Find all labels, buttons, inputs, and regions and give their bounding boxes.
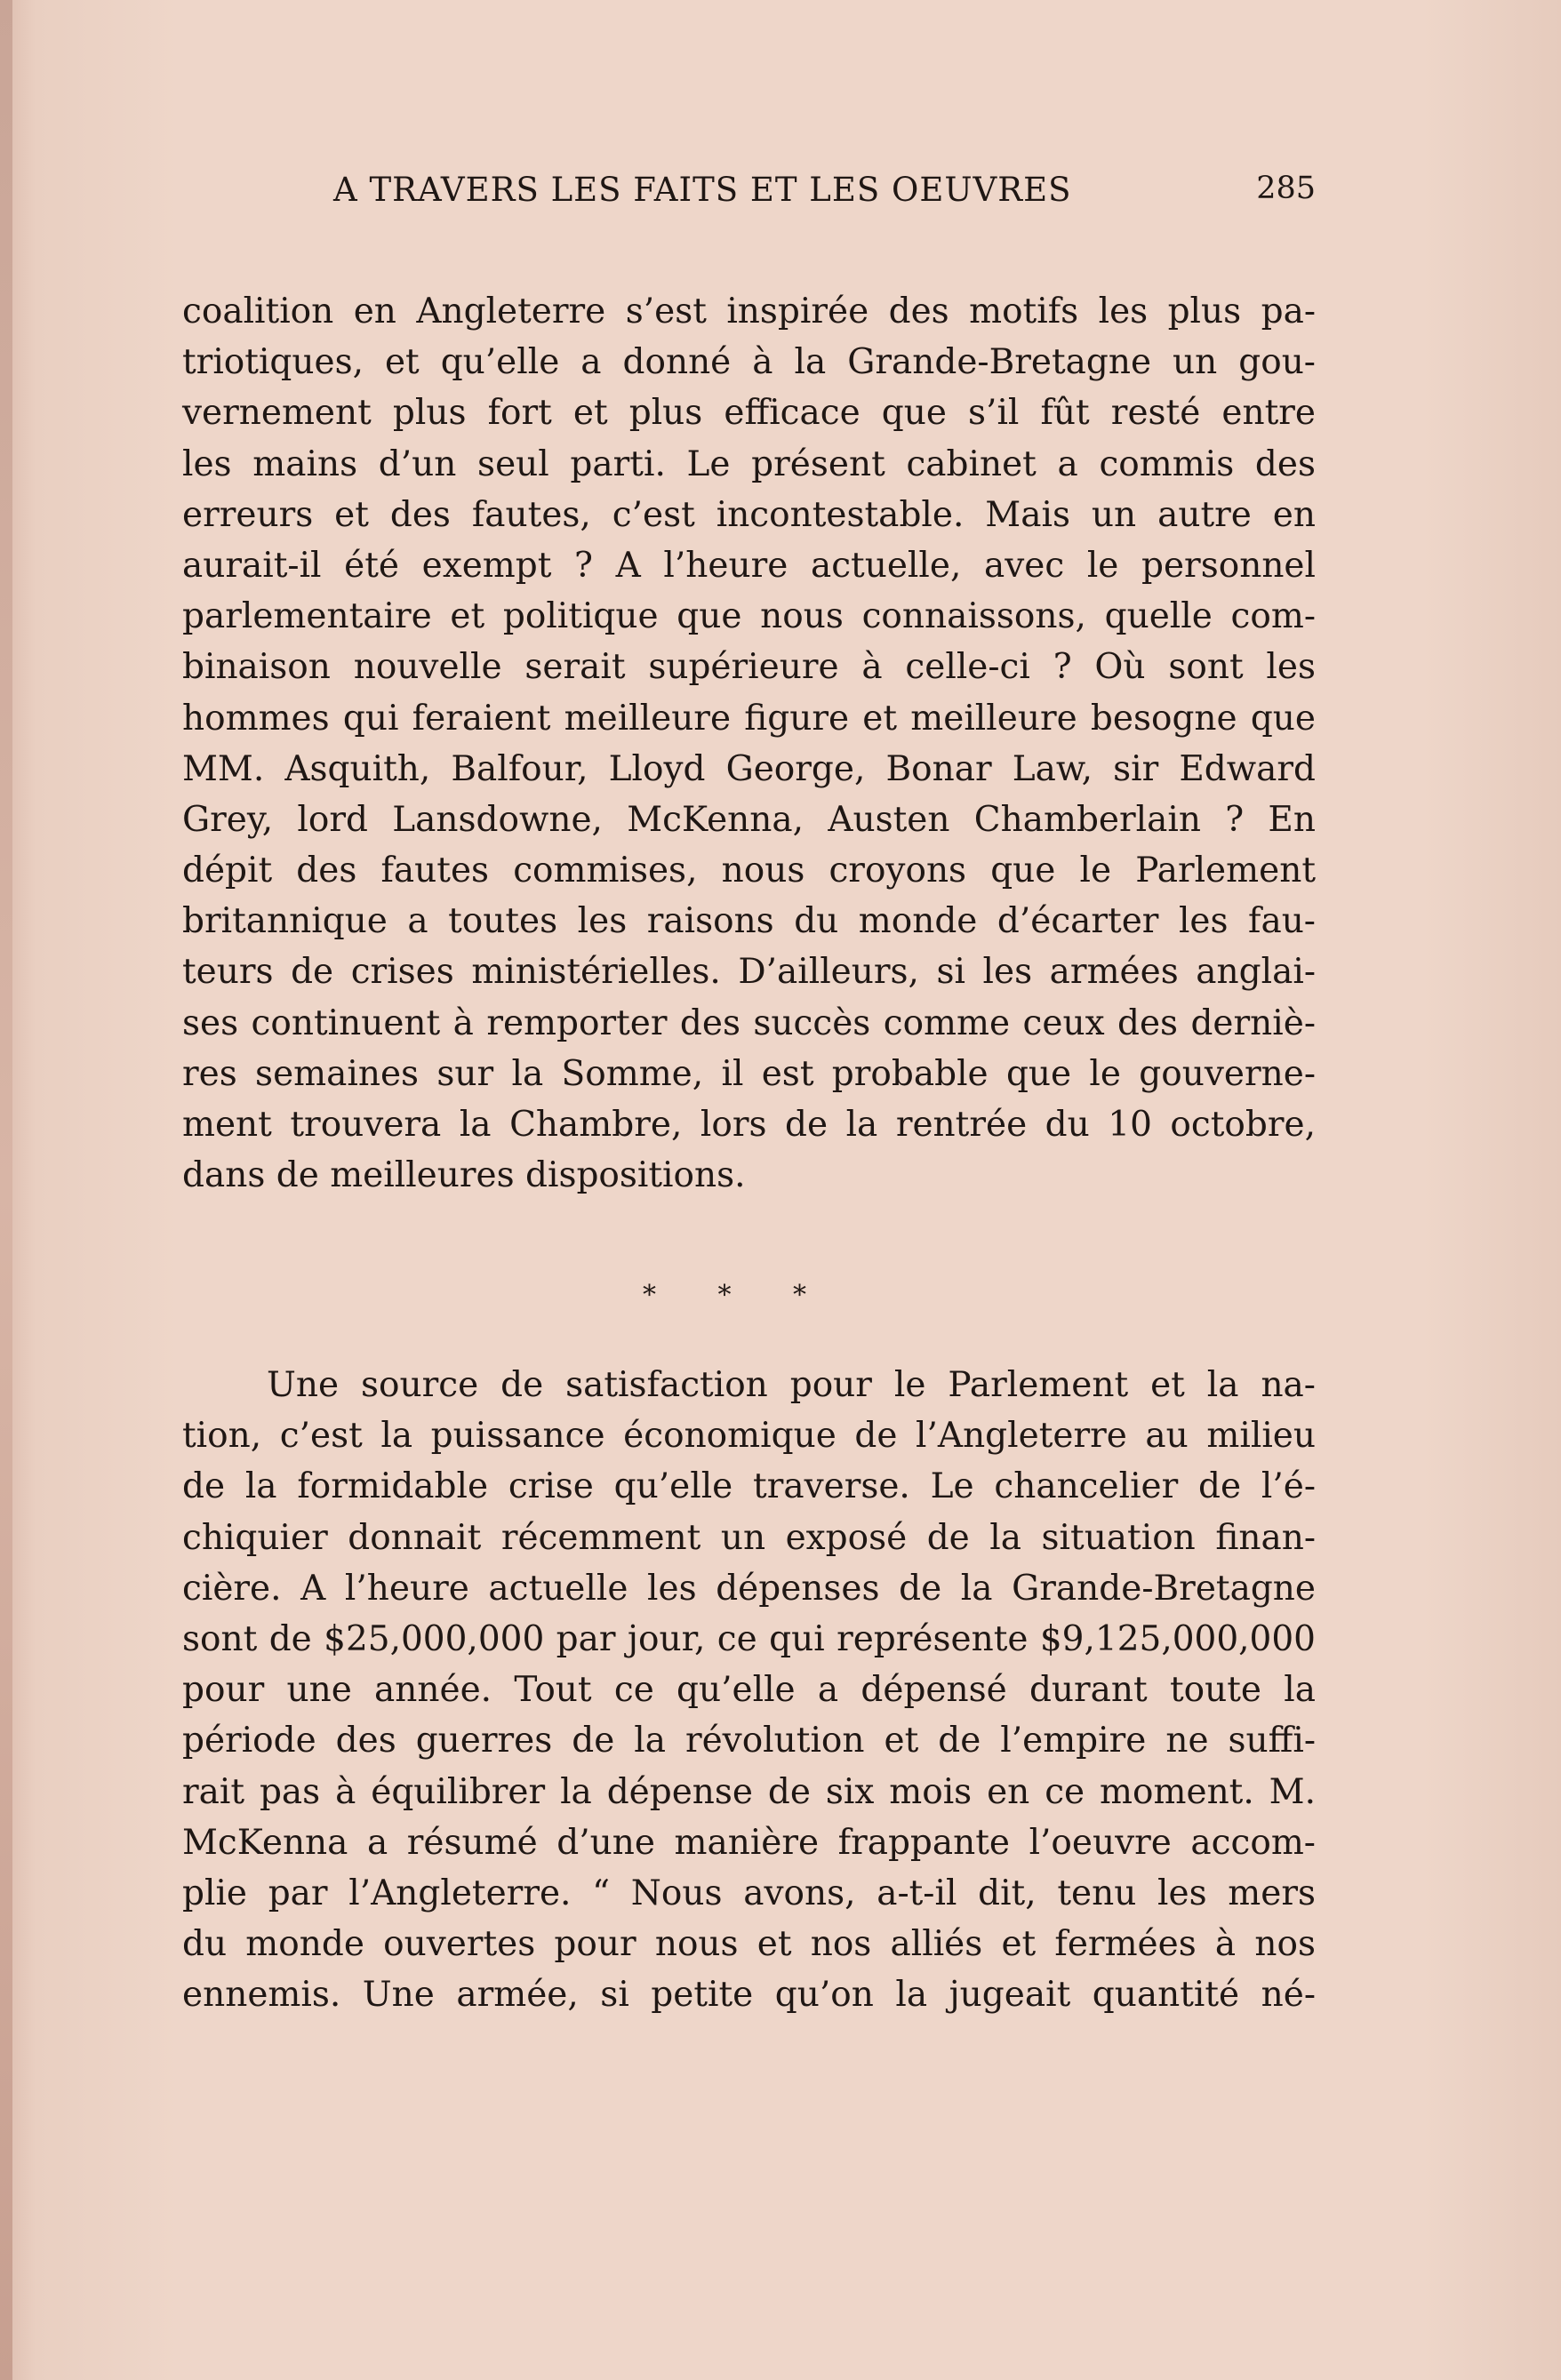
text-line: res semaines sur la Somme, il est probable que le gouverne- <box>182 1053 1316 1094</box>
page-number: 285 <box>1256 171 1316 206</box>
text-line: pour une année. Tout ce qu’elle a dépensé durant toute la <box>182 1670 1316 1711</box>
text-line: du monde ouvertes pour nous et nos alliés et fermées à nos <box>182 1924 1316 1965</box>
text-line: de la formidable crise qu’elle traverse. Le chancelier de l’é- <box>182 1466 1316 1507</box>
paragraph-2 <box>182 1360 1316 2020</box>
text-line: coalition en Angleterre s’est inspirée des motifs les plus pa- <box>182 292 1316 331</box>
text-line: vernement plus fort et plus efficace que s’il fût resté entre <box>182 393 1316 434</box>
text-line: ennemis. Une armée, si petite qu’on la jugeait quantité né- <box>182 1975 1316 2016</box>
text-line: tion, c’est la puissance économique de l’Angleterre au milieu <box>182 1416 1316 1457</box>
text-line: McKenna a résumé d’une manière frappante l’oeuvre accom- <box>182 1822 1316 1863</box>
text-line: les mains d’un seul parti. Le présent cabinet a commis des <box>182 443 1316 484</box>
text-line: dépit des fautes commises, nous croyons que le Parlement <box>182 851 1316 891</box>
text-line: cière. A l’heure actuelle les dépenses de la Grande-Bretagne <box>182 1568 1316 1609</box>
running-title: A TRAVERS LES FAITS ET LES OEUVRES <box>333 171 1072 209</box>
text-line: chiquier donnait récemment un exposé de la situation finan- <box>182 1517 1316 1558</box>
text-line: hommes qui feraient meilleure figure et meilleure besogne que <box>182 698 1316 739</box>
text-line: plie par l’Angleterre. “ Nous avons, a-t-il dit, tenu les mers <box>182 1873 1316 1913</box>
text-line: période des guerres de la révolution et de l’empire ne suffi- <box>182 1721 1316 1761</box>
section-separator: * * * <box>642 1280 834 1311</box>
text-line: MM. Asquith, Balfour, Lloyd George, Bonar Law, sir Edward <box>182 748 1316 789</box>
text-line: britannique a toutes les raisons du monde d’écarter les fau- <box>182 901 1316 942</box>
text-line: Une source de satisfaction pour le Parlement et la na- <box>267 1365 1316 1405</box>
text-line: ment trouvera la Chambre, lors de la rentrée du 10 octobre, <box>182 1105 1316 1145</box>
text-line: ses continuent à remporter des succès comme ceux des derniè- <box>182 1002 1316 1043</box>
text-line: rait pas à équilibrer la dépense de six mois en ce moment. M. <box>182 1771 1316 1812</box>
page-edge <box>0 0 12 2380</box>
text-line: dans de meilleures dispositions. <box>182 1155 746 1196</box>
text-line: erreurs et des fautes, c’est incontestable. Mais un autre en <box>182 494 1316 535</box>
text-line: parlementaire et politique que nous connaissons, quelle com- <box>182 596 1316 637</box>
paragraph-1 <box>182 286 1316 1201</box>
text-line: binaison nouvelle serait supérieure à celle-ci ? Où sont les <box>182 647 1316 688</box>
running-head <box>182 171 1316 224</box>
text-line: teurs de crises ministérielles. D’ailleurs, si les armées anglai- <box>182 952 1316 993</box>
text-line: triotiques, et qu’elle a donné à la Grande-Bretagne un gou- <box>182 342 1316 383</box>
text-line: aurait-il été exempt ? A l’heure actuelle, avec le personnel <box>182 545 1316 586</box>
text-line: sont de $25,000,000 par jour, ce qui représente $9,125,000,000 <box>182 1618 1316 1659</box>
text-line: Grey, lord Lansdowne, McKenna, Austen Chamberlain ? En <box>182 799 1316 840</box>
